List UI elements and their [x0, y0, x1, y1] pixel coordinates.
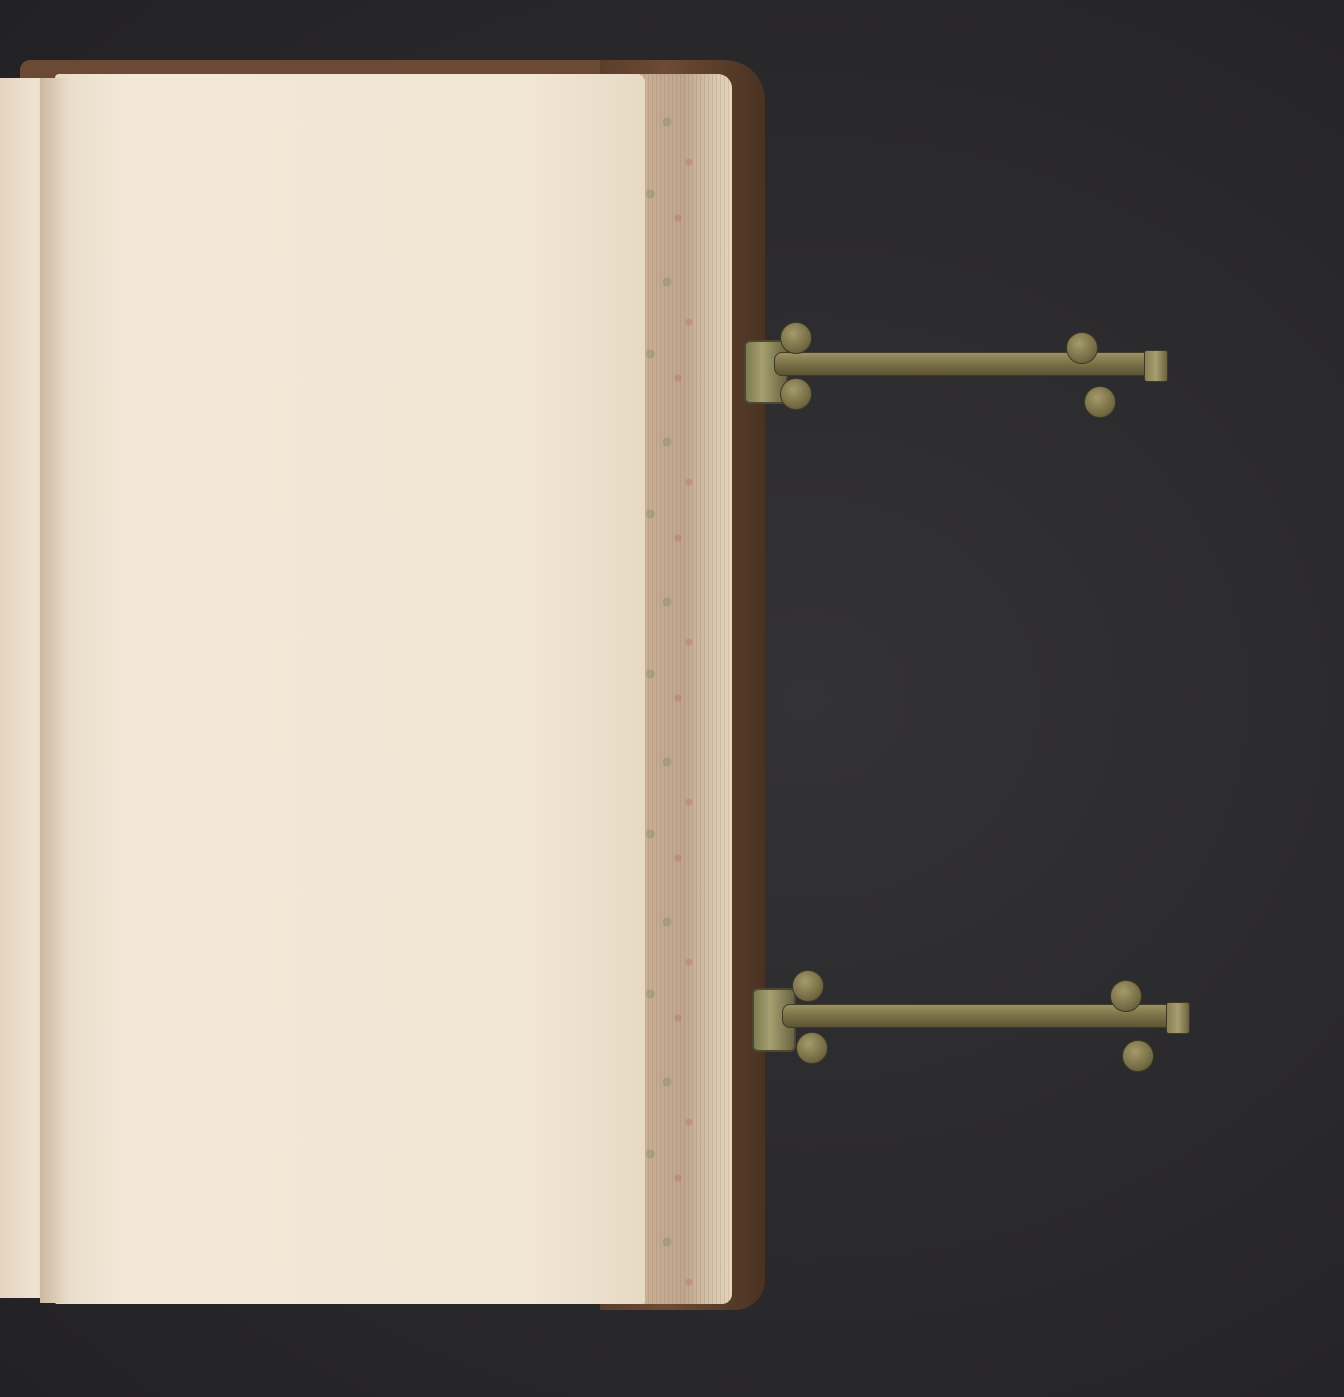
lower-brass-clasp	[752, 952, 1192, 1072]
book-gutter	[40, 78, 68, 1303]
running-head	[46, 122, 80, 149]
right-page	[55, 74, 645, 1304]
lower-clasp-tip	[1166, 1002, 1190, 1034]
upper-clasp-knob-left-bottom	[780, 378, 812, 410]
upper-clasp-knob-right-top	[1066, 332, 1098, 364]
lower-clasp-knob-right-top	[1110, 980, 1142, 1012]
open-book	[0, 60, 770, 1320]
upper-clasp-knob-right-bottom	[1084, 386, 1116, 418]
upper-brass-clasp	[744, 310, 1174, 420]
lower-clasp-knob-left-bottom	[796, 1032, 828, 1064]
upper-clasp-tip	[1144, 350, 1168, 382]
upper-clasp-bar	[774, 352, 1166, 376]
quotation-last-line	[48, 499, 52, 526]
upper-clasp-knob-left-top	[780, 322, 812, 354]
lower-clasp-knob-right-bottom	[1122, 1040, 1154, 1072]
lower-clasp-knob-left-top	[792, 970, 824, 1002]
